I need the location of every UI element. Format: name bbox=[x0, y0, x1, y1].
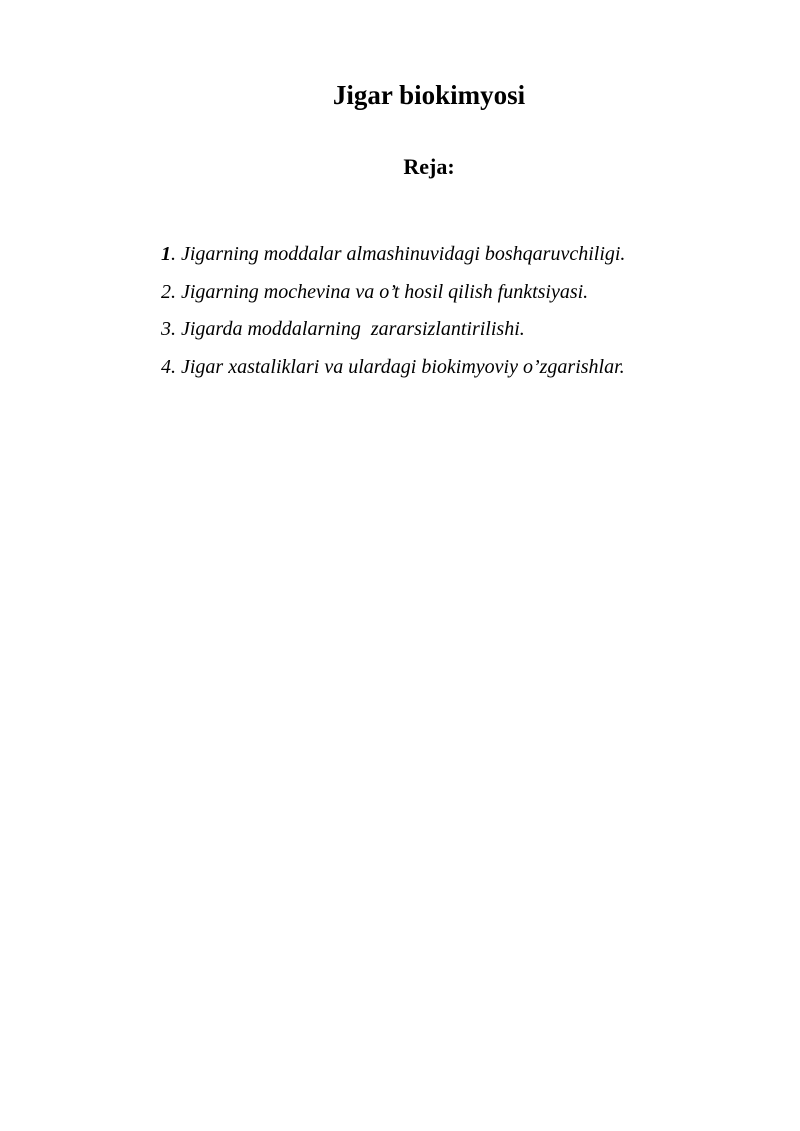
plan-item-4 bbox=[161, 349, 625, 387]
plan-item-text: . Jigarning mochevina va o’t hosil qilish funktsiyasi. bbox=[171, 280, 589, 303]
plan-item-text: . Jigar xastaliklari va ulardagi biokimyoviy o’zgarishlar. bbox=[171, 355, 625, 378]
plan-item-2 bbox=[161, 274, 625, 312]
plan-item-number: 3 bbox=[161, 318, 171, 340]
plan-item-text: . Jigarda moddalarning zararsizlantirilishi. bbox=[171, 318, 525, 340]
plan-item-1 bbox=[161, 236, 625, 274]
document-title: Jigar biokimyosi bbox=[332, 80, 526, 110]
plan-item-3 bbox=[161, 311, 625, 349]
plan-heading: Reja: bbox=[403, 154, 455, 179]
plan-list bbox=[161, 236, 625, 386]
plan-item-text: . Jigarning moddalar almashinuvidagi boshqaruvchiligi. bbox=[171, 243, 626, 265]
plan-item-number: 1 bbox=[161, 243, 171, 265]
plan-item-number: 2 bbox=[161, 280, 171, 303]
plan-item-number: 4 bbox=[161, 355, 171, 378]
